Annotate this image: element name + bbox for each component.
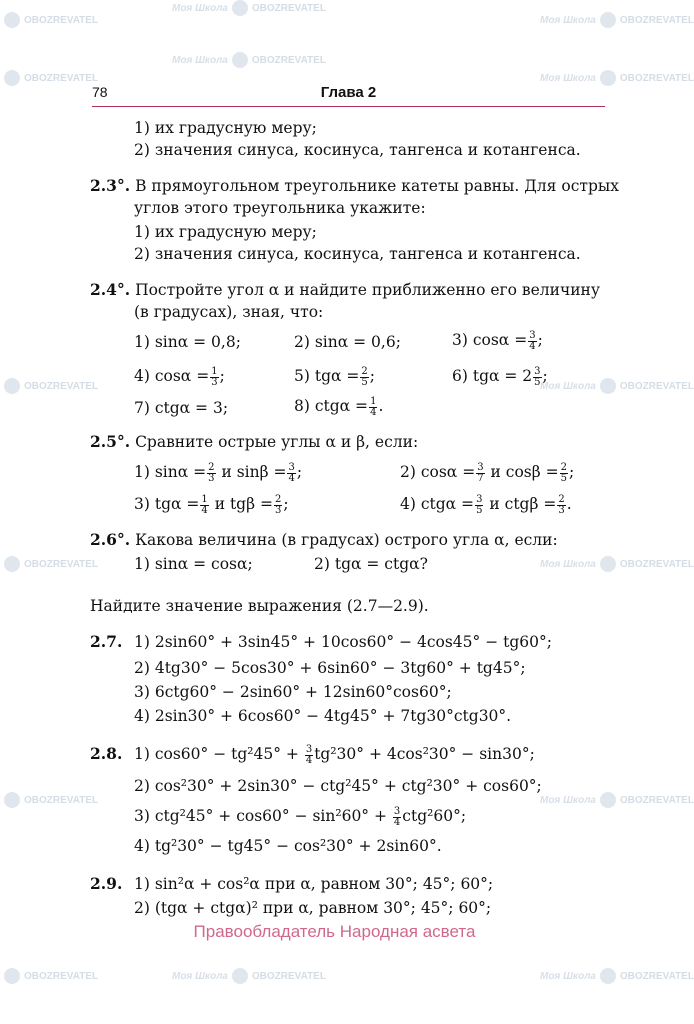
item: 3) tgα = $\frac{1}{4}$ и tgβ = $\frac{2}{3}$ ; — [134, 493, 289, 516]
fraction — [287, 463, 295, 484]
numerator: 1 — [370, 395, 377, 407]
denominator: 3 — [558, 504, 565, 516]
item: 2) cosα = $\frac{3}{7}$ и cosβ = $\frac{2}{5}$ ; — [400, 461, 575, 484]
item — [134, 806, 466, 828]
numerator: 3 — [476, 493, 483, 505]
denominator: 3 — [211, 376, 218, 388]
problem-2-8 — [90, 744, 122, 764]
item-text: 6) tgα = 2 — [452, 367, 533, 385]
text-line: 2) значения синуса, косинуса, тангенса и котангенса. — [134, 141, 581, 159]
numerator: 2 — [274, 493, 282, 505]
numerator: 2 — [560, 461, 567, 473]
fraction — [476, 463, 484, 484]
problem-2-5 — [90, 432, 418, 452]
item: 5) tgα = $\frac{2}{5}$ ; — [294, 365, 375, 388]
page-header — [92, 84, 605, 107]
watermark: OBOZREVATEL — [4, 968, 98, 984]
watermark: Моя Школа OBOZREVATEL — [172, 968, 326, 984]
numerator: 3 — [534, 365, 541, 377]
item: 8) ctgα = $\frac{1}{4}$ . — [294, 395, 384, 418]
denominator: 4 — [370, 406, 377, 418]
watermark: Моя Школа OBOZREVATEL — [540, 556, 694, 572]
item-text: 3) tgα = — [134, 495, 200, 513]
item-text: ctg²60°; — [402, 807, 467, 825]
item: 7) ctgα = 3; — [134, 399, 229, 417]
fraction — [274, 495, 282, 516]
fraction — [528, 331, 536, 352]
numerator: 3 — [393, 805, 401, 817]
item: 6) tgα = 2 $\frac{3}{5}$ ; — [452, 365, 548, 388]
item: 2) (tgα + ctgα)² при α, равном 30°; 45°; 60°; — [134, 899, 492, 917]
item: 1) 2sin60° + 3sin45° + 10cos60° − 4cos45° − tg60°; — [134, 633, 552, 651]
denominator: 5 — [476, 504, 483, 516]
text-line: 1) их градусную меру; — [134, 223, 317, 241]
page-number: 78 — [92, 84, 108, 100]
numerator: 1 — [201, 493, 208, 505]
denominator: 4 — [393, 816, 401, 828]
watermark: Моя Школа OBOZREVATEL — [540, 12, 694, 28]
item-text: 4) cosα = — [134, 367, 210, 385]
denominator: 3 — [274, 504, 282, 516]
denominator: 5 — [361, 376, 368, 388]
problem-number: 2.4°. — [90, 280, 131, 299]
fraction — [200, 495, 208, 516]
denominator: 7 — [477, 472, 484, 484]
problem-number: 2.5°. — [90, 432, 131, 451]
item-text: 1) cos60° − tg²45° + — [134, 745, 299, 763]
numerator: 3 — [529, 329, 536, 341]
item: 3) 6ctg60° − 2sin60° + 12sin60°cos60°; — [134, 683, 452, 701]
watermark: Моя Школа OBOZREVATEL — [540, 792, 694, 808]
numerator: 2 — [558, 493, 565, 505]
problem-text: Какова величина (в градусах) острого угла α, если: — [135, 531, 558, 549]
item: 4) tg²30° − tg45° − cos²30° + 2sin60°. — [134, 837, 442, 855]
item-text: 3) cosα = — [452, 331, 528, 349]
denominator: 4 — [305, 754, 313, 766]
item — [134, 744, 535, 766]
numerator: 1 — [211, 365, 218, 377]
watermark: OBOZREVATEL — [4, 556, 98, 572]
fraction — [360, 367, 368, 388]
item-text: 3) ctg²45° + cos60° − sin²60° + — [134, 807, 387, 825]
numerator: 3 — [477, 461, 484, 473]
item-text: 8) ctgα = — [294, 397, 369, 415]
denominator: 4 — [201, 504, 208, 516]
fraction — [475, 495, 483, 516]
text-line: углов этого треугольника укажите: — [134, 199, 426, 217]
denominator: 3 — [208, 472, 215, 484]
item: 1) sinα = $\frac{2}{3}$ и sinβ = $\frac{3}{4}$ ; — [134, 461, 303, 484]
numerator: 3 — [288, 461, 295, 473]
watermark: Моя Школа OBOZREVATEL — [172, 0, 326, 16]
item: 1) sinα = 0,8; — [134, 333, 241, 351]
denominator: 4 — [529, 340, 536, 352]
fraction — [305, 745, 313, 766]
watermark: Моя Школа OBOZREVATEL — [540, 70, 694, 86]
fraction — [533, 367, 541, 388]
problem-number: 2.9. — [90, 874, 123, 893]
text-line: 2) значения синуса, косинуса, тангенса и котангенса. — [134, 245, 581, 263]
numerator: 2 — [361, 365, 368, 377]
fraction — [560, 463, 568, 484]
item-text: и cosβ = — [490, 463, 559, 481]
denominator: 5 — [560, 472, 567, 484]
fraction — [207, 463, 215, 484]
problem-number: 2.7. — [90, 632, 123, 651]
fraction — [393, 807, 401, 828]
item: 2) sinα = 0,6; — [294, 333, 401, 351]
item: 4) 2sin30° + 6cos60° − 4tg45° + 7tg30°ctg30°. — [134, 707, 512, 725]
item: 4) ctgα = $\frac{3}{5}$ и ctgβ = $\frac{2}{3}$ . — [400, 493, 572, 516]
item-text: 2) cosα = — [400, 463, 476, 481]
watermark: Моя Школа OBOZREVATEL — [540, 378, 694, 394]
problem-2-7 — [90, 632, 122, 652]
item-text: и ctgβ = — [489, 495, 557, 513]
problem-text: Сравните острые углы α и β, если: — [135, 433, 419, 451]
item: 3) cosα = $\frac{3}{4}$ ; — [452, 329, 543, 352]
item: 4) cosα = $\frac{1}{3}$ ; — [134, 365, 225, 388]
task-instruction: Найдите значение выражения (2.7—2.9). — [90, 597, 429, 615]
fraction — [210, 367, 218, 388]
watermark: OBOZREVATEL — [4, 70, 98, 86]
item: 2) 4tg30° − 5cos30° + 6sin60° − 3tg60° + tg45°; — [134, 659, 526, 677]
item-text: 1) sinα = — [134, 463, 207, 481]
watermark: Моя Школа OBOZREVATEL — [540, 968, 694, 984]
watermark: OBOZREVATEL — [4, 792, 98, 808]
problem-text: В прямоугольном треугольнике катеты равны. Для острых — [135, 177, 619, 195]
watermark: OBOZREVATEL — [4, 12, 98, 28]
problem-text: Постройте угол α и найдите приближенно его величину — [135, 281, 600, 299]
item-text: и sinβ = — [221, 463, 287, 481]
problem-number: 2.3°. — [90, 176, 131, 195]
copyright-footer: Правообладатель Народная асвета — [193, 922, 476, 941]
problem-number: 2.8. — [90, 744, 123, 763]
item: 1) sin²α + cos²α при α, равном 30°; 45°; 60°; — [134, 875, 494, 893]
item-text: 5) tgα = — [294, 367, 360, 385]
item-text: и tgβ = — [214, 495, 273, 513]
item: 2) tgα = ctgα? — [314, 555, 428, 573]
problem-2-9 — [90, 874, 122, 894]
watermark: Моя Школа OBOZREVATEL — [172, 52, 326, 68]
text-line: 1) их градусную меру; — [134, 119, 317, 137]
item-text: 4) ctgα = — [400, 495, 475, 513]
fraction — [557, 495, 565, 516]
numerator: 3 — [305, 743, 313, 755]
item-text: tg²30° + 4cos²30° − sin30°; — [314, 745, 535, 763]
denominator: 4 — [288, 472, 295, 484]
item: 2) cos²30° + 2sin30° − ctg²45° + ctg²30° + cos60°; — [134, 777, 542, 795]
chapter-title: Глава 2 — [320, 84, 377, 101]
denominator: 5 — [534, 376, 541, 388]
problem-2-3 — [90, 176, 619, 196]
item: 1) sinα = cosα; — [134, 555, 253, 573]
fraction — [369, 397, 377, 418]
problem-number: 2.6°. — [90, 530, 131, 549]
problem-2-4 — [90, 280, 600, 300]
text-line: (в градусах), зная, что: — [134, 303, 324, 321]
watermark: OBOZREVATEL — [4, 378, 98, 394]
problem-2-6 — [90, 530, 558, 550]
numerator: 2 — [208, 461, 215, 473]
